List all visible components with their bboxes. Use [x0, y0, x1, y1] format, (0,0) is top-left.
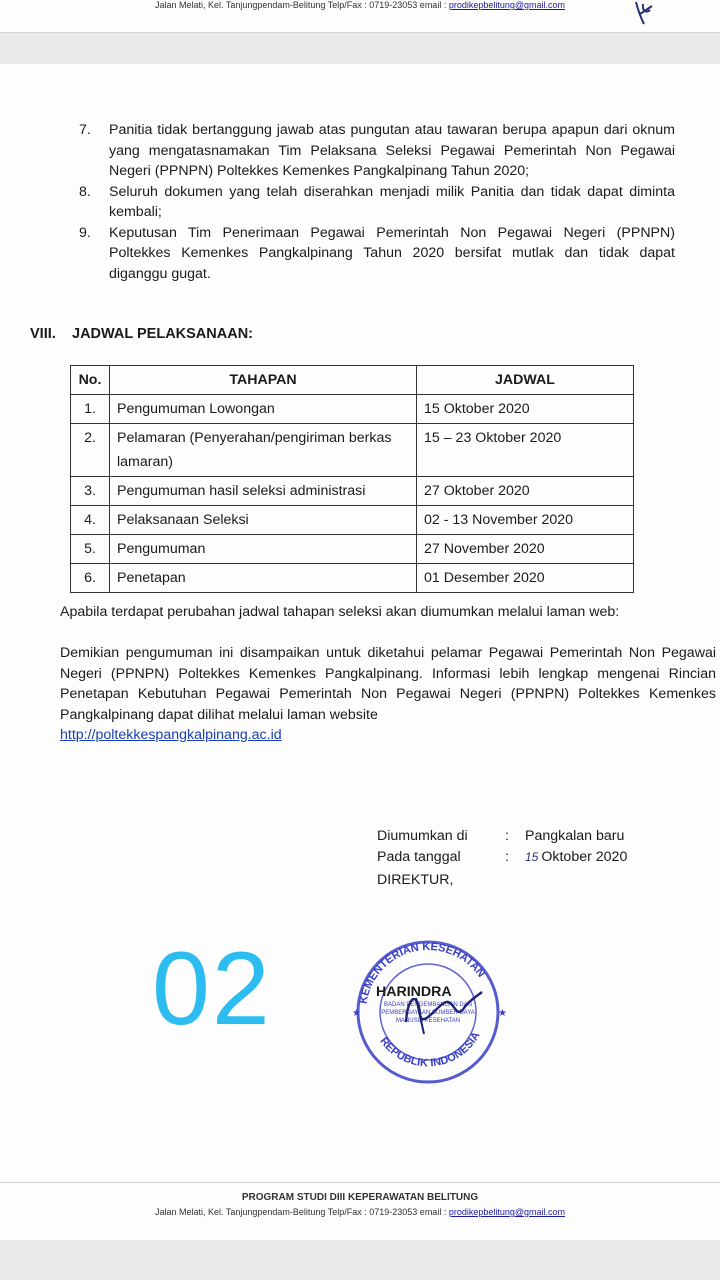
announced-date-row: Pada tanggal : 15 Oktober 2020	[377, 849, 628, 865]
signature-fragment-icon	[628, 0, 658, 28]
svg-text:REPUBLIK INDONESIA: REPUBLIK INDONESIA	[377, 1029, 483, 1070]
table-row: 4. Pelaksanaan Seleksi 02 - 13 November 2020	[71, 506, 634, 535]
announced-place-row: Diumumkan di : Pangkalan baru	[377, 828, 625, 844]
list-item: 9. Keputusan Tim Penerimaan Pegawai Pemerintah Non Pegawai Negeri (PPNPN) Poltekkes Kemenkes Pangkalpinang Tahun 2020 bersifat mutlak dan tidak dapat diganggu gugat.	[79, 224, 675, 282]
footer-address: Jalan Melati, Kel. Tanjungpendam-Belitung Telp/Fax : 0719-23053 email : prodikepbelitung@gmail.com	[154, 1207, 566, 1217]
svg-text:PEMBERDAYAAN SUMBER DAYA: PEMBERDAYAAN SUMBER DAYA	[381, 1010, 475, 1016]
svg-text:★: ★	[352, 1008, 361, 1019]
top-footer-email-link[interactable]: prodikepbelitung@gmail.com	[448, 0, 566, 10]
section-heading: VIII. JADWAL PELAKSANAAN:	[30, 326, 253, 342]
table-row: 1. Pengumuman Lowongan 15 Oktober 2020	[71, 395, 634, 424]
handwritten-page-number: 02	[152, 931, 272, 1047]
website-link[interactable]: http://poltekkespangkalpinang.ac.id	[60, 727, 282, 743]
signature-block	[377, 828, 677, 893]
header-jadwal: JADWAL	[417, 366, 634, 395]
handwritten-day: 15	[525, 850, 539, 864]
terms-list	[79, 120, 675, 284]
director-name: HARINDRA	[376, 984, 452, 1000]
svg-text:MANUSIA KESEHATAN: MANUSIA KESEHATAN	[395, 1018, 461, 1024]
footer-divider	[0, 1182, 720, 1183]
list-item: 8. Seluruh dokumen yang telah diserahkan menjadi milik Panitia dan tidak dapat diminta kembali;	[79, 183, 675, 220]
table-row: 5. Pengumuman 27 November 2020	[71, 535, 634, 564]
header-tahapan: TAHAPAN	[110, 366, 417, 395]
header-no: No.	[71, 366, 110, 395]
list-item: 7. Panitia tidak bertanggung jawab atas pungutan atau tawaran berupa apapun dari oknum yang mengatasnamakan Tim Pelaksana Seleksi Pegawai Pemerintah Non Pegawai Negeri (PPNPN) Poltekkes Kemenkes Pangkalpinang Tahun 2020;	[79, 122, 675, 179]
director-title-row: DIREKTUR,	[377, 872, 454, 888]
footer-email-link[interactable]: prodikepbelitung@gmail.com	[448, 1207, 566, 1217]
previous-page-fragment	[0, 0, 720, 33]
table-row: 2. Pelamaran (Penyerahan/pengiriman berkas lamaran) 15 – 23 Oktober 2020	[71, 424, 634, 477]
closing-paragraph: Demikian pengumuman ini disampaikan untuk diketahui pelamar Pegawai Pemerintah Non Pegawai Negeri (PPNPN) Poltekkes Kemenkes Pangkalpinang. Informasi lebih lengkap mengenai Rincian Penetapan Kebutuhan Pegawai Pemerintah Non Pegawai Negeri (PPNPN) Poltekkes Kemenkes Pangkalpinang dapat dilihat melalui laman website http://poltekkespangkalpinang.ac.id	[60, 645, 716, 743]
schedule-table	[70, 365, 634, 593]
official-stamp-icon	[346, 934, 516, 1084]
table-header-row	[71, 366, 634, 395]
schedule-note: Apabila terdapat perubahan jadwal tahapan seleksi akan diumumkan melalui laman web:	[60, 604, 620, 620]
table-row: 3. Pengumuman hasil seleksi administrasi 27 Oktober 2020	[71, 477, 634, 506]
footer-program-name: PROGRAM STUDI DIII KEPERAWATAN BELITUNG	[241, 1192, 479, 1203]
svg-text:BADAN PENGEMBANGAN DAN: BADAN PENGEMBANGAN DAN	[383, 1002, 473, 1008]
top-footer-address: Jalan Melati, Kel. Tanjungpendam-Belitung Telp/Fax : 0719-23053 email : prodikepbelitung@gmail.com	[154, 0, 566, 10]
table-row: 6. Penetapan 01 Desember 2020	[71, 564, 634, 593]
svg-text:KEMENTERIAN KESEHATAN: KEMENTERIAN KESEHATAN	[357, 940, 488, 1005]
document-page	[0, 64, 720, 1240]
svg-text:★: ★	[498, 1008, 507, 1019]
